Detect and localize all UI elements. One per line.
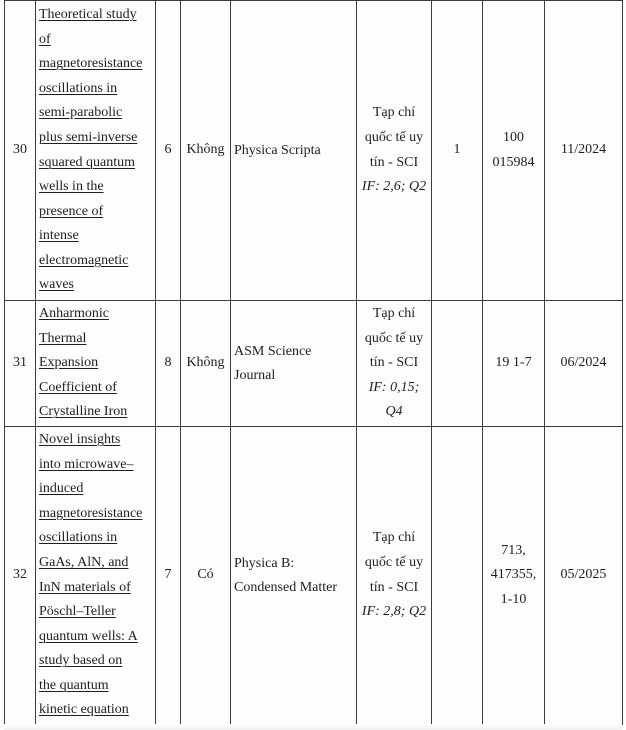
article-title-line: oscillations in [39, 80, 118, 96]
volume-pages-line: 100 [503, 129, 524, 145]
publication-date: 06/2024 [560, 355, 607, 371]
impact-factor-line: IF: 0,15; [368, 379, 420, 395]
article-title-line: quantum wells: A [39, 628, 138, 644]
article-title-line: study based on [39, 653, 123, 669]
volume-pages-line: 1-10 [500, 591, 527, 607]
row-number: 31 [13, 355, 27, 371]
journal-name-line: ASM Science [234, 343, 312, 359]
journal-name-line: Journal [234, 367, 276, 383]
journal-name-line: Physica Scripta [234, 142, 321, 158]
article-title-line: Expansion [39, 355, 99, 371]
volume-pages-line: 015984 [492, 154, 535, 170]
journal-type-line: Tạp chí [372, 306, 416, 322]
article-title-line: Theoretical study [39, 6, 137, 22]
journal-type-line: Tạp chí [372, 105, 416, 121]
article-title-line: electromagnetic [39, 252, 129, 268]
row-number-cell [5, 427, 36, 725]
journal-type-line: tín - SCI [369, 579, 419, 595]
author-count: 8 [164, 355, 172, 371]
volume-pages-cell [483, 301, 545, 427]
article-title-line: kinetic equation [39, 702, 129, 718]
row-number-cell [5, 301, 36, 427]
volume-pages-line: 19 1-7 [495, 355, 532, 371]
article-title-line: squared quantum [39, 154, 136, 170]
main-author-cell [181, 301, 231, 427]
article-title-line: Pöschl–Teller [39, 604, 116, 620]
article-title-line: the quantum [39, 677, 109, 693]
article-title-line: into microwave– [39, 456, 134, 472]
journal-name-cell [231, 301, 357, 427]
article-title-line: plus semi-inverse [39, 129, 138, 145]
article-title-line: magnetoresistance [39, 505, 143, 521]
journal-type-cell [357, 427, 432, 725]
article-title-line: Thermal [39, 330, 87, 346]
author-count-cell [156, 301, 181, 427]
journal-name-cell [231, 427, 357, 725]
article-title-line: semi-parabolic [39, 105, 123, 121]
main-author-cell [181, 1, 231, 301]
impact-factor-line: IF: 2,6; Q2 [361, 179, 427, 195]
publication-date: 11/2024 [560, 142, 607, 158]
journal-type-line: quốc tế uy [364, 129, 424, 145]
impact-factor-line: Q4 [385, 404, 403, 420]
volume-pages-cell [483, 1, 545, 301]
article-title-line: magnetoresistance [39, 56, 143, 72]
article-title-line: waves [39, 277, 74, 293]
journal-type-cell [357, 1, 432, 301]
table-row [5, 427, 623, 725]
table-body [5, 1, 623, 725]
author-count: 7 [164, 567, 172, 583]
impact-factor-line: IF: 2,8; Q2 [361, 604, 427, 620]
journal-name-line: Condensed Matter [234, 579, 338, 595]
count-value: 1 [453, 142, 461, 158]
journal-type-line: quốc tế uy [364, 554, 424, 570]
publication-date: 05/2025 [560, 567, 607, 583]
journal-name-line: Physica B: [234, 555, 295, 571]
article-title-cell [36, 1, 156, 301]
publication-date-cell [545, 1, 623, 301]
article-title-cell [36, 301, 156, 427]
article-title-line: Anharmonic [39, 306, 109, 322]
article-title-line: wells in the [39, 179, 104, 195]
page-bottom-edge [4, 724, 622, 730]
row-number: 32 [13, 567, 27, 583]
article-title-line: InN materials of [39, 579, 131, 595]
author-count: 6 [164, 142, 172, 158]
count-cell [432, 1, 483, 301]
row-number-cell [5, 1, 36, 301]
article-title-line: Crystalline Iron [39, 404, 128, 420]
main-author-flag: Có [197, 567, 214, 583]
journal-type-line: tín - SCI [369, 154, 419, 170]
journal-type-line: tín - SCI [369, 355, 419, 371]
row-number: 30 [13, 142, 27, 158]
author-count-cell [156, 427, 181, 725]
article-title-line: Coefficient of [39, 379, 117, 395]
publication-date-cell [545, 301, 623, 427]
article-title-line: presence of [39, 203, 104, 219]
main-author-flag: Không [186, 142, 225, 158]
table-row [5, 1, 623, 301]
journal-name-cell [231, 1, 357, 301]
journal-type-line: quốc tế uy [364, 330, 424, 346]
article-title-line: of [39, 31, 51, 47]
journal-type-line: Tạp chí [372, 530, 416, 546]
volume-pages-line: 417355, [490, 567, 537, 583]
main-author-cell [181, 427, 231, 725]
volume-pages-cell [483, 427, 545, 725]
table-row [5, 301, 623, 427]
count-cell [432, 301, 483, 427]
author-count-cell [156, 1, 181, 301]
article-title-cell [36, 427, 156, 725]
publication-date-cell [545, 427, 623, 725]
article-title-line: induced [39, 481, 84, 497]
main-author-flag: Không [186, 355, 225, 371]
article-title-line: Novel insights [39, 431, 121, 447]
count-cell [432, 427, 483, 725]
journal-type-cell [357, 301, 432, 427]
article-title-line: GaAs, AlN, and [39, 554, 129, 570]
article-title-line: oscillations in [39, 530, 118, 546]
article-title-line: intense [39, 228, 79, 244]
volume-pages-line: 713, [501, 542, 526, 558]
publications-table [4, 0, 623, 725]
